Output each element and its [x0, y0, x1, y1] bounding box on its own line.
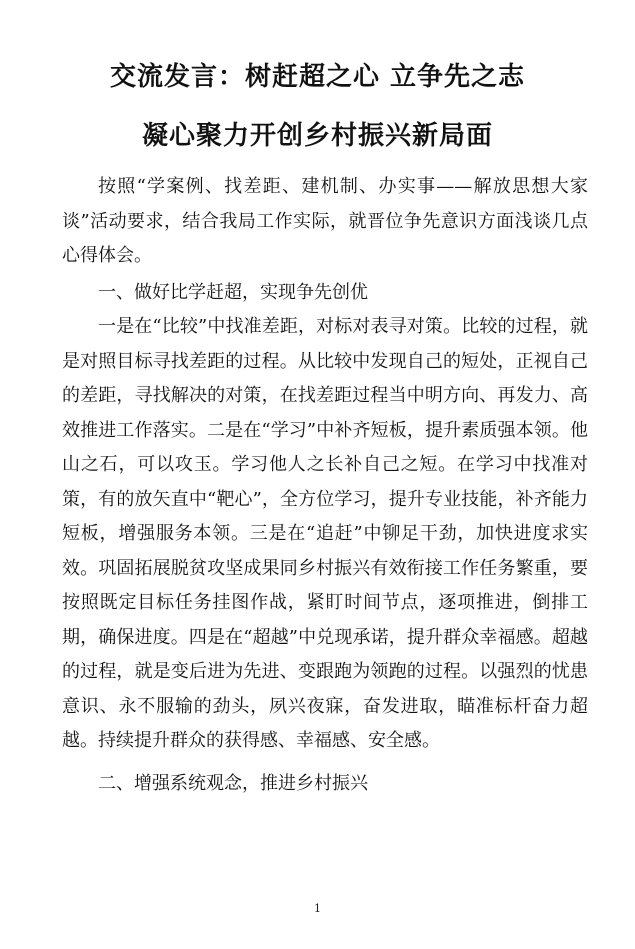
- section-heading-1: 一、做好比学赶超，实现争先创优: [98, 281, 368, 303]
- section-heading-2: 二、增强系统观念，推进乡村振兴: [98, 772, 368, 794]
- document-title-line2: 凝心聚力开创乡村振兴新局面: [141, 121, 493, 151]
- document-body: [62, 170, 588, 801]
- page-number: 1: [314, 902, 321, 915]
- document-title-line1: 交流发言：树赶超之心 立争先之志: [109, 62, 526, 92]
- body-paragraph: 一是在“比较”中找准差距，对标对表寻对策。比较的过程，就是对照目标寻找差距的过程。从比较中发现自己的短处，正视自己的差距，寻找解决的对策，在找差距过程当中明方向、再发力、高效推进工作落实。二是在“学习”中补齐短板，提升素质强本领。他山之石，可以攻玉。学习他人之长补自己之短。在学习中找准对策，有的放矢直中“靶心”，全方位学习，提升专业技能，补齐能力短板，增强服务本领。三是在“追赶”中铆足干劲，加快进度求实效。巩固拓展脱贫攻坚成果同乡村振兴有效衔接工作任务繁重，要按照既定目标任务挂图作战，紧盯时间节点，逐项推进，倒排工期，确保进度。四是在“超越”中兑现承诺，提升群众幸福感。超越的过程，就是变后进为先进、变跟跑为领跑的过程。以强烈的忧患意识、永不服输的劲头，夙兴夜寐，奋发进取，瞄准标杆奋力超越。持续提升群众的获得感、幸福感、安全感。: [62, 316, 588, 751]
- intro-paragraph: 按照“学案例、找差距、建机制、办实事——解放思想大家谈”活动要求，结合我局工作实际，就晋位争先意识方面浅谈几点心得体会。: [62, 176, 588, 266]
